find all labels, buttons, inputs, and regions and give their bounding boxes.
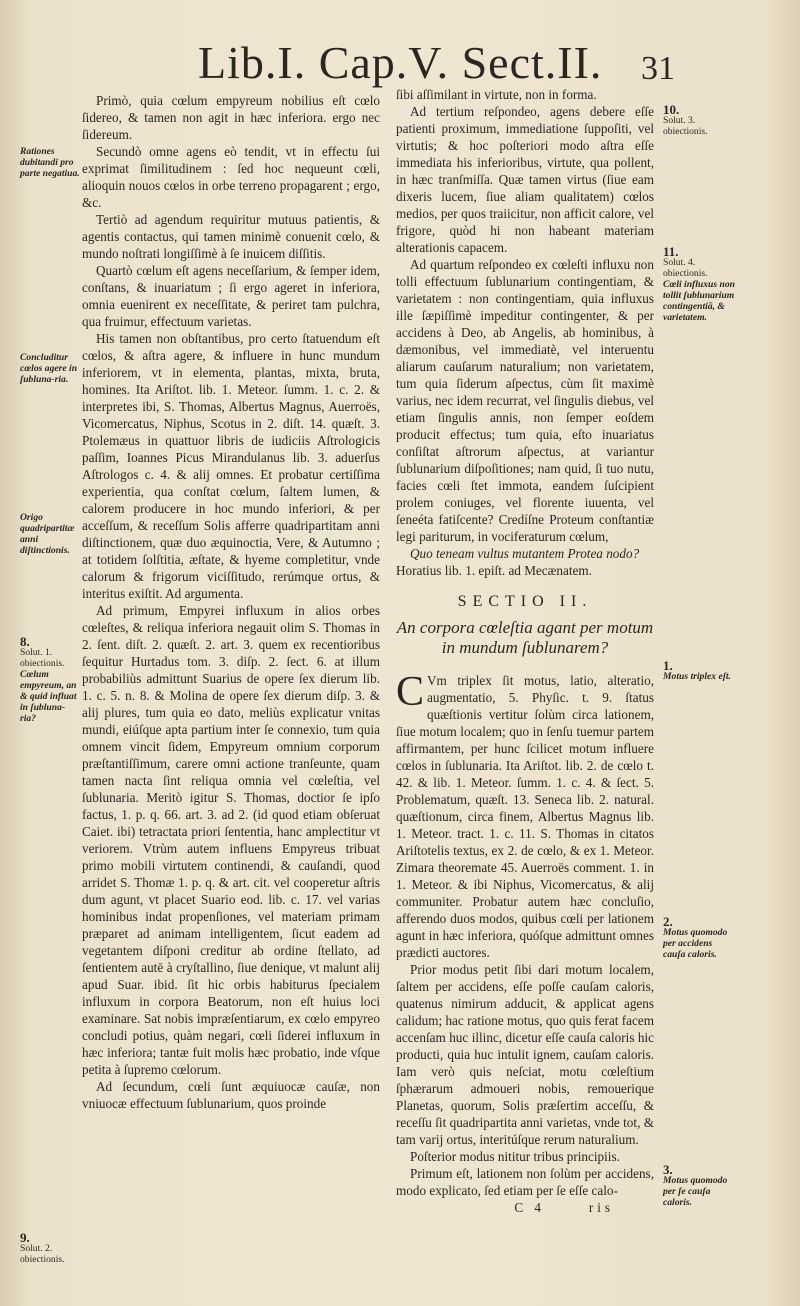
- margin-note: Rationes dubitandi pro parte negatiua.: [20, 146, 80, 179]
- paragraph: Prior modus petit ſibi dari motum localem, ſaltem per accidens, eſſe poſſe cauſam caloris, quatenus nimirum adducit, & applicat agens calidum; hac ratione motus, quo quis ferat facem accenſam huc illinc, dicetur eſſe cauſa caloris hic producti, quia huc intulit ignem, cauſam caloris. Iam verò quis neſciat, motu cœleſtium ſphærarum admoueri nobis, remouerique Planetas, quorum, Solis præſertim acceſſu, & receſſu ſit quadripartita anni varietas, vnde tot, & tam varij ortus, interitúſque rerum naturalium.: [396, 962, 654, 1147]
- margin-note: 8. Solut. 1. obiectionis. Cœlum empyreum, an & quid influat in ſubluna-ria?: [20, 634, 77, 724]
- margin-note: 9. Solut. 2. obiectionis.: [20, 1230, 65, 1265]
- margin-note: 2. Motus quomodo per accidens cauſa caloris.: [663, 914, 728, 960]
- paragraph: His tamen non obſtantibus, pro certo ſtatuendum eſt cœlos, & aſtra agere, & influere in hunc mundum inferiorem, vt in elementa, plantas, mixta, bruta, homines. Ita Ariſtot. lib. 1. Meteor. ſumm. 1. c. 2. & interpretes ibi, S. Thomas, Albertus Magnus, Auerroës, Vicomercatus, Niphus, Scotus in 2. diſt. 14. quæſt. 3. Ptolemæus in quattuor libris de iudiciis Aſtrologicis paſſim, Ioannes Picus Mirandulanus lib. 3. aduerſus Aſtrologos c. 4. & alij omnes. Et probatur certiſſima experientia, qua conſtat cœlum, ſaltem lumen, & calorem producere in hoc mundo inferiori, & per acceſſum, & receſſum Solis afferre quadripartitam anni diſtinctionem, quæ duo æquinoctia, Vere, & Autumno ; at totidem ſolſtitia, æſtate, & hyeme completitur, vnde calorum & frigorum viciſſitudo, rerúmque ortus, & interitus exiſtit. Ad argumenta.: [82, 331, 380, 601]
- section-title: SECTIO II.: [457, 593, 593, 610]
- margin-note: Origo quadripartitæ anni diſtinctionis.: [20, 512, 75, 556]
- left-column: [82, 92, 380, 1112]
- margin-note: 3. Motus quomodo per ſe cauſa caloris.: [663, 1162, 728, 1208]
- paragraph: Primò, quia cœlum empyreum nobilius eſt cœlo ſidereo, & tamen non agit in hæc inferiora. ergo nec ſidereum.: [82, 93, 380, 142]
- margin-note: Concluditur cœlos agere in ſubluna-ria.: [20, 352, 78, 385]
- paragraph: Poſterior modus nititur tribus principiis.: [410, 1149, 620, 1164]
- question-heading: An corpora cœleſtia agant per motum in mundum ſublunarem?: [396, 618, 654, 657]
- paragraph: Ad quartum reſpondeo ex cœleſti influxu non tolli effectuum ſublunarium contingentiam, & varietatem : non contingentiam, quia influxus ille ſæpiſſimè impeditur contingenter, & per accidens à Deo, ab Angelis, ab hominibus, à dæmonibus, vel immediatè, vel interuentu aliarum cauſarum naturalium; non varietatem, tum quia ſiderum aſpectus, cùm ſit maximè varius, nec idem recurrat, vel ſingulis diebus, vel etiam ſingulis annis, non ſemper eoſdem producit effectus; tum quia, eſto inuariatus conſiſtat aſtrorum aſpectus, at variantur ſublunarium diſpoſitiones; nam quid, ſi tuo nutu, facies cœli ſtet immota, eandem ſuſcipient prolem coniuges, vel florente iuuenta, vel ſeneéta fatiſcente? Credíſne Proteum conſtantiæ legi pariturum, in vociferaturum cœlum,: [396, 257, 654, 544]
- signature-mark: C 4 ris: [514, 1200, 614, 1215]
- paragraph: Secundò omne agens eò tendit, vt in effectu ſui exprimat ſimilitudinem : ſed hoc nequeunt cœli, alioquin nouos cœlos in orbe terreno propagarent ; ergo, &c.: [82, 144, 380, 210]
- paragraph: Quartò cœlum eſt agens neceſſarium, & ſemper idem, conſtans, & inuariatum ; ſi ergo ageret in inferiora, omnia euenirent ex neceſſitate, & periret tam pulchra, qua fruimur, effectuum varietas.: [82, 263, 380, 329]
- citation: Horatius lib. 1. epiſt. ad Mecænatem.: [396, 563, 592, 578]
- paragraph: ſibi aſſimilant in virtute, non in forma.: [396, 87, 597, 102]
- page-number: 31: [641, 50, 675, 87]
- margin-note: 11. Solut. 4. obiectionis. Cœli influxus non tollit ſublunarium contingentiā, & varietatem.: [663, 244, 735, 323]
- paragraph: Ad tertium reſpondeo, agens debere eſſe patienti proximum, immediatione ſuppoſiti, vel virtutis; & hoc poſteriori modo aſtra eſſe immediata his inferioribus, virtute, qua pollent, in hæc tranſmiſſa. Quæ tamen virtus (ſiue eam dixeris lucem, ſiue aliam qualitatem) cœlos medios, per quos traiicitur, non afficit calore, vel frigore, quòd hi non habeant materiam alterationis capacem.: [396, 104, 654, 255]
- paragraph: Ad ſecundum, cœli ſunt æquiuocæ cauſæ, non vniuocæ effectuum ſublunarium, quos proinde: [82, 1079, 380, 1111]
- paragraph: Ad primum, Empyrei influxum in alios orbes cœleſtes, & reliqua inferiora negauit olim S. Thomas in 2. ſent. diſt. 2. quæſt. 2. art. 3. quem ex recentioribus ſequitur Hurtadus tom. 3. diſp. 2. ſect. 6. at illum probabiliùs admittunt Suarius de opere ſex dierum lib. 1. c. 5. n. 8. & Molina de opere ſex dierum diſp. 3. & alij plures, tum quia eo dato, meliùs explicatur vnitas mundi, eiúſque apta partium inter ſe connexio, tum quia omnem vincit ſidem, Empyreum omnium corporum præſtantiſſimum, carere omni actione tranſeunte, quam tamen nacta ſint reliqua omnia vel cœleſtia, vel ſublunaria. Meritò igitur S. Thomas, doctior ſe ipſo factus, 1. p. q. 66. art. 3. ad 2. (id quod etiam obſeruat Caiet. ibi) tetractata priori ſententia, hanc amplectitur vt veriorem. Vtrùm autem influens Empyreus tribuat primo mobili virtutem continendi, & cauſandi, quod arridet S. Thomæ 1. p. q. & art. cit. vel cooperetur aſtris dum agunt, vt placet Suario eod. lib. c. 17. vel varias hominibus indat propenſiones, vel materiam primam præparet ad animam intelligentem, ſicut eadem ad vegetantem diſponi creditur ab ordine ſtellato, ad ſentientem autē à cryſtallino, ſiue denique, vt malunt alij apud Suar. ibid. ſit hic orbis habiturus ſpecialem influxum in corpora Beatorum, non eſt huius loci examinare. Sat nobis impræſentiarum, ex cœlo empyreo concludi potius, quàm negari, cœli ſiderei influxum in hæc inferiora; tantæ fuit molis hæc probatio, inde vſque petita à ſupremo cœlorum.: [82, 603, 380, 1077]
- paragraph: Primum eſt, lationem non ſolùm per accidens, modo explicato, ſed etiam per ſe eſſe calo-: [396, 1166, 654, 1198]
- margin-note: 10. Solut. 3. obiectionis.: [663, 102, 708, 137]
- catchword: ris: [588, 1200, 614, 1215]
- running-head: Lib.I. Cap.V. Sect.II.: [198, 37, 603, 88]
- verse-quote: Quo teneam vultus mutantem Protea nodo?: [410, 546, 640, 561]
- margin-note: 1. Motus triplex eſt.: [663, 658, 731, 682]
- paragraph: C Vm triplex ſit motus, latio, alteratio, augmentatio, 5. Phyſic. t. 9. ſtatus quæſtionis vertitur ſolùm circa lationem, ſiue motum localem; quo in ſenſu tuemur partem affirmantem, per hunc ſcilicet motum influere cœlos in ſublunaria. Ita Ariſtot. lib. 2. de cœlo t. 42. & lib. 1. Meteor. ſumm. 1. c. 4. & ſect. 5. Problematum, quæſt. 13. Seneca lib. 2. natural. quæſtionum, circa finem, Albertus Magnus lib. 1. Meteor. tract. 1. c. 11. S. Thomas in citatos Ariſtotelis textus, ex 2. de cœlo, & ex 1. Meteor. Zimara theoremate 45. Auerroës comment. 1. in 1. Meteor. & ibi Niphus, Vicomercatus, & alij communiter. Probatur autem hæc concluſio, afferendo duos modos, quibus cœli per lationem agunt in hæc inferiora, quóſque admittunt omnes prædicti auctores.: [396, 669, 654, 960]
- paragraph: Tertiò ad agendum requiritur mutuus patientis, & agentis contactus, qui tamen minimè conuenit cœlo, & mundo noſtrati longiſſimè à ſe inuicem diſſitis.: [82, 212, 380, 261]
- right-column: [396, 86, 654, 1216]
- drop-cap: C: [396, 669, 425, 715]
